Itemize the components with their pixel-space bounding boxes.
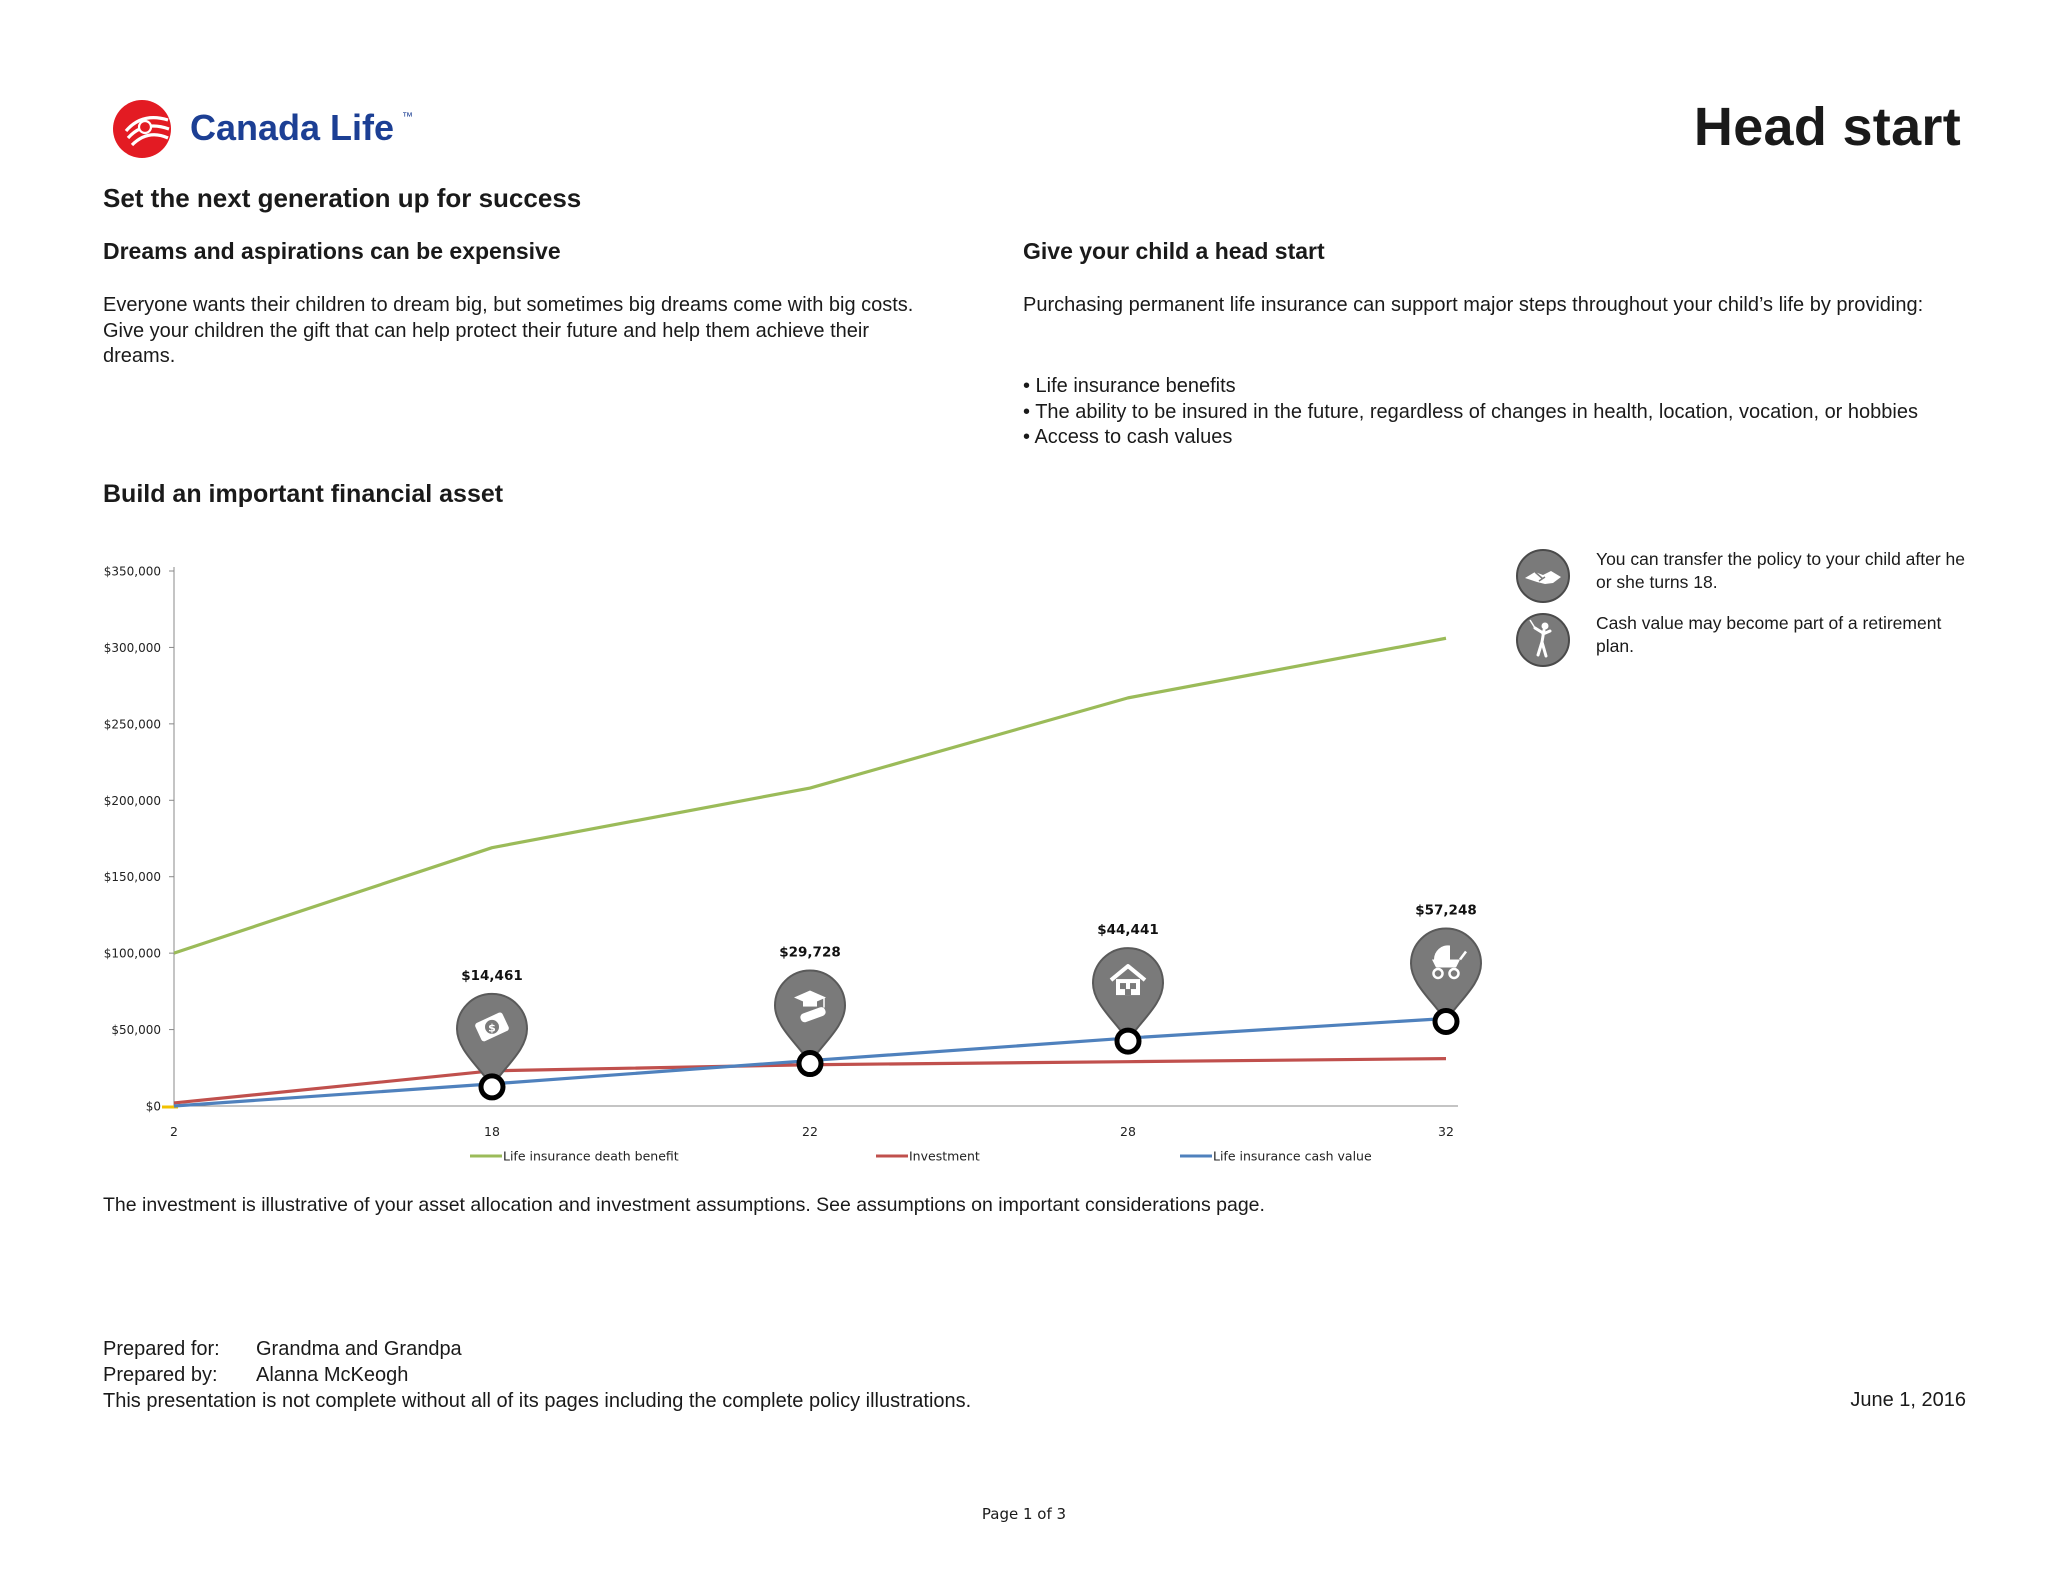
legend-label: Life insurance death benefit [503, 1148, 679, 1164]
y-tick-label: $100,000 [103, 946, 161, 961]
milestone-pin [775, 945, 845, 1075]
canada-life-logo [112, 98, 432, 160]
chart-section-heading: Build an important financial asset [103, 480, 504, 508]
benefit-item: • Access to cash values [1023, 426, 1233, 448]
x-tick-label: 28 [1120, 1124, 1136, 1139]
x-tick-label: 32 [1438, 1124, 1454, 1139]
right-section-intro: Purchasing permanent life insurance can support major steps throughout your child’s life by providing: [1023, 294, 1924, 316]
left-section-body: Everyone wants their children to dream big, but sometimes big dreams come with big costs. Give your children the gift that can help protect their future and help them achieve their dreams. [103, 294, 914, 367]
y-tick-label: $300,000 [103, 640, 161, 655]
handshake-icon [1515, 548, 1571, 604]
legend-label: Investment [909, 1148, 980, 1164]
prepared-by-row [103, 1362, 971, 1388]
milestone-pin [1093, 922, 1163, 1052]
x-tick-label: 2 [170, 1124, 178, 1139]
logo-trademark: ™ [402, 111, 413, 123]
series-line-0 [174, 638, 1446, 953]
milestone-pin [457, 968, 527, 1098]
x-tick-label: 22 [802, 1124, 818, 1139]
left-section-heading: Dreams and aspirations can be expensive [103, 238, 561, 264]
benefits-list [1023, 374, 1923, 451]
milestone-pin [1411, 902, 1481, 1032]
financial-asset-chart [80, 530, 1500, 1170]
milestone-value-label: $29,728 [779, 944, 841, 961]
milestone-value-label: $14,461 [461, 967, 523, 984]
chart-canvas [80, 530, 1500, 1170]
prepared-for-value: Grandma and Grandpa [256, 1338, 462, 1360]
prepared-by-label: Prepared by: [103, 1364, 218, 1386]
legend-label: Life insurance cash value [1213, 1148, 1372, 1164]
y-tick-label: $200,000 [103, 793, 161, 808]
y-tick-label: $50,000 [111, 1023, 161, 1038]
y-tick-label: $350,000 [103, 564, 161, 579]
tip-text: Cash value may become part of a retirement plan. [1596, 613, 1942, 656]
y-tick-label: $150,000 [103, 870, 161, 885]
y-tick-label: $0 [145, 1099, 161, 1114]
milestone-value-label: $57,248 [1415, 902, 1477, 919]
golfer-icon [1515, 612, 1571, 668]
prepared-by-value: Alanna McKeogh [256, 1364, 409, 1386]
pin-point [799, 1053, 821, 1075]
disclaimer: The investment is illustrative of your asset allocation and investment assumptions. See assumptions on important considerations page. [103, 1194, 1265, 1216]
logo-emblem-icon [113, 100, 171, 158]
svg-text:$: $ [488, 1021, 496, 1035]
right-section-heading: Give your child a head start [1023, 238, 1325, 264]
benefit-item: • Life insurance benefits [1023, 375, 1236, 397]
prepared-for-row [103, 1336, 971, 1362]
headline: Set the next generation up for success [103, 183, 582, 213]
prepared-info [103, 1336, 971, 1414]
y-tick-label: $250,000 [103, 717, 161, 732]
presentation-date: June 1, 2016 [1850, 1389, 1966, 1411]
tip-retirement [1515, 612, 1975, 672]
benefit-item: • The ability to be insured in the future, regardless of changes in health, location, vocation, or hobbies [1023, 400, 1918, 423]
pin-point [481, 1076, 503, 1098]
page-title: Head start [1693, 97, 1961, 157]
pin-point [1435, 1010, 1457, 1032]
milestone-value-label: $44,441 [1097, 922, 1159, 939]
prepared-for-label: Prepared for: [103, 1338, 220, 1360]
x-tick-label: 18 [484, 1124, 500, 1139]
page-number: Page 1 of 3 [981, 1505, 1067, 1523]
logo-wordmark: Canada Life [190, 107, 395, 148]
pin-point [1117, 1030, 1139, 1052]
completeness-notice: This presentation is not complete without all of its pages including the complete policy illustrations. [103, 1390, 972, 1412]
tip-text: You can transfer the policy to your child after he or she turns 18. [1596, 549, 1966, 592]
tip-transfer-policy [1515, 548, 1975, 608]
pin-marker [1411, 928, 1481, 1021]
